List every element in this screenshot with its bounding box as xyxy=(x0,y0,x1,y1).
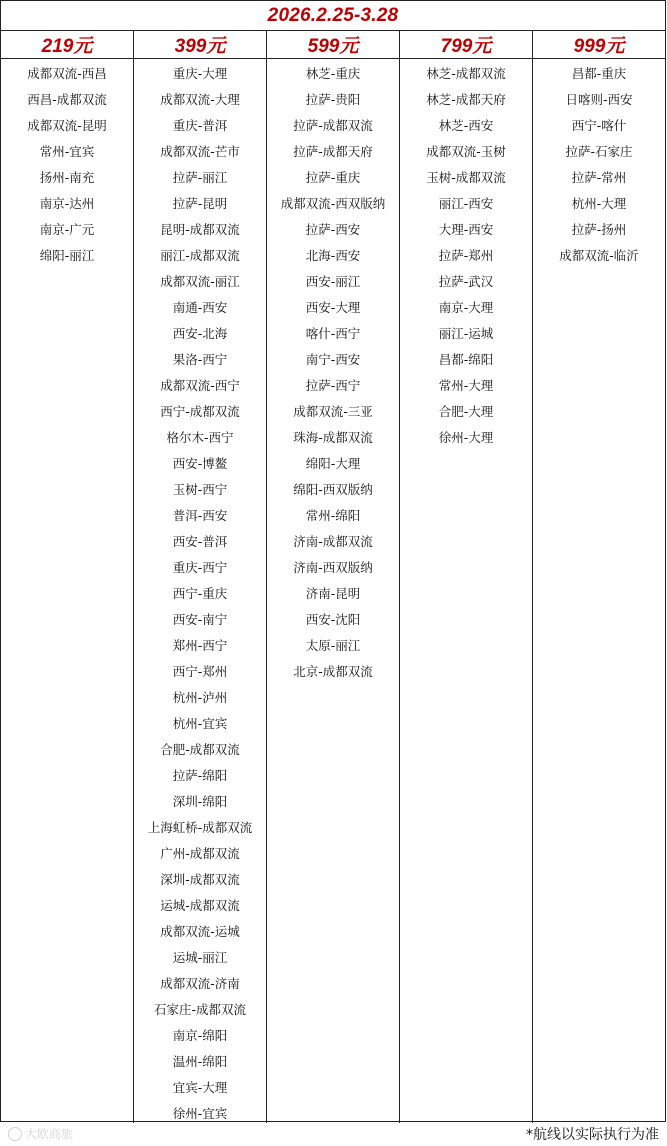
route-item: 重庆-西宁 xyxy=(172,560,228,575)
route-item: 温州-绵阳 xyxy=(172,1054,228,1069)
route-item: 普洱-西安 xyxy=(172,508,228,523)
date-range-title xyxy=(1,1,665,31)
route-item: 喀什-西宁 xyxy=(305,326,361,341)
route-item: 郑州-西宁 xyxy=(172,638,228,653)
route-item: 南京-大理 xyxy=(438,300,494,315)
route-item: 拉萨-西安 xyxy=(305,222,361,237)
price-header-219 xyxy=(1,31,134,58)
route-item: 石家庄-成都双流 xyxy=(153,1002,246,1017)
route-item: 林芝-成都天府 xyxy=(426,92,506,107)
route-item: 昌都-绵阳 xyxy=(438,352,494,367)
route-item: 重庆-普洱 xyxy=(172,118,228,133)
route-item: 杭州-宜宾 xyxy=(172,716,228,731)
route-column-399 xyxy=(134,59,267,1123)
route-item: 南宁-西安 xyxy=(305,352,361,367)
route-item: 济南-西双版纳 xyxy=(293,560,373,575)
route-item: 拉萨-西宁 xyxy=(305,378,361,393)
route-item: 拉萨-郑州 xyxy=(438,248,494,263)
route-item: 南通-西安 xyxy=(172,300,228,315)
route-item: 常州-绵阳 xyxy=(305,508,361,523)
route-item: 西宁-郑州 xyxy=(172,664,228,679)
route-item: 拉萨-常州 xyxy=(571,170,627,185)
route-item: 合肥-大理 xyxy=(438,404,494,419)
route-item: 拉萨-丽江 xyxy=(172,170,228,185)
route-item: 成都双流-玉树 xyxy=(426,144,506,159)
route-item: 太原-丽江 xyxy=(305,638,361,653)
route-item: 北海-西安 xyxy=(305,248,361,263)
route-item: 昆明-成都双流 xyxy=(160,222,240,237)
route-item: 格尔木-西宁 xyxy=(166,430,234,445)
route-item: 北京-成都双流 xyxy=(293,664,373,679)
route-item: 成都双流-大理 xyxy=(160,92,240,107)
route-item: 徐州-宜宾 xyxy=(172,1106,228,1121)
price-label: 599元 xyxy=(307,36,359,57)
route-item: 成都双流-芒市 xyxy=(160,144,240,159)
route-column-799 xyxy=(400,59,533,1123)
route-item: 南京-绵阳 xyxy=(172,1028,228,1043)
route-item: 拉萨-石家庄 xyxy=(565,144,633,159)
disclaimer-note: *航线以实际执行为准 xyxy=(526,1127,659,1143)
route-item: 拉萨-昆明 xyxy=(172,196,228,211)
route-item: 绵阳-大理 xyxy=(305,456,361,471)
route-item: 拉萨-贵阳 xyxy=(305,92,361,107)
price-header-599 xyxy=(267,31,400,58)
price-label: 399元 xyxy=(174,36,226,57)
route-item: 拉萨-绵阳 xyxy=(172,768,228,783)
route-item: 深圳-成都双流 xyxy=(160,872,240,887)
price-header-399 xyxy=(134,31,267,58)
route-item: 扬州-南充 xyxy=(39,170,95,185)
route-item: 南京-达州 xyxy=(39,196,95,211)
route-item: 西安-北海 xyxy=(172,326,228,341)
price-header-999 xyxy=(533,31,665,58)
route-column-999 xyxy=(533,59,665,1123)
route-item: 重庆-大理 xyxy=(172,66,228,81)
route-item: 西安-普洱 xyxy=(172,534,228,549)
watermark xyxy=(8,1125,73,1142)
price-label: 219元 xyxy=(41,36,93,57)
route-item: 绵阳-丽江 xyxy=(39,248,95,263)
route-item: 杭州-泸州 xyxy=(172,690,228,705)
route-item: 西安-博鳌 xyxy=(172,456,228,471)
route-item: 成都双流-西宁 xyxy=(160,378,240,393)
watermark-logo-icon xyxy=(8,1127,22,1141)
watermark-text: 大欧商旅 xyxy=(25,1127,74,1141)
route-item: 拉萨-扬州 xyxy=(571,222,627,237)
route-item: 上海虹桥-成都双流 xyxy=(147,820,253,835)
route-item: 合肥-成都双流 xyxy=(160,742,240,757)
route-item: 成都双流-临沂 xyxy=(559,248,639,263)
route-item: 西安-大理 xyxy=(305,300,361,315)
routes-body xyxy=(1,59,665,1123)
route-item: 成都双流-三亚 xyxy=(293,404,373,419)
route-item: 宜宾-大理 xyxy=(172,1080,228,1095)
route-item: 济南-昆明 xyxy=(305,586,361,601)
price-label: 799元 xyxy=(440,36,492,57)
route-item: 丽江-运城 xyxy=(438,326,494,341)
route-item: 西宁-喀什 xyxy=(571,118,627,133)
route-item: 成都双流-济南 xyxy=(160,976,240,991)
route-item: 西宁-重庆 xyxy=(172,586,228,601)
route-column-599 xyxy=(267,59,400,1123)
route-item: 南京-广元 xyxy=(39,222,95,237)
route-item: 运城-成都双流 xyxy=(160,898,240,913)
route-item: 杭州-大理 xyxy=(571,196,627,211)
route-item: 林芝-西安 xyxy=(438,118,494,133)
route-item: 济南-成都双流 xyxy=(293,534,373,549)
route-item: 玉树-西宁 xyxy=(172,482,228,497)
route-column-219 xyxy=(1,59,134,1123)
route-item: 林芝-成都双流 xyxy=(426,66,506,81)
route-item: 西昌-成都双流 xyxy=(27,92,107,107)
route-item: 成都双流-昆明 xyxy=(27,118,107,133)
price-header-row xyxy=(1,31,665,59)
route-item: 丽江-成都双流 xyxy=(160,248,240,263)
route-item: 西宁-成都双流 xyxy=(160,404,240,419)
route-item: 常州-大理 xyxy=(438,378,494,393)
route-item: 徐州-大理 xyxy=(438,430,494,445)
route-item: 果洛-西宁 xyxy=(172,352,228,367)
route-item: 广州-成都双流 xyxy=(160,846,240,861)
footer xyxy=(0,1122,667,1146)
date-range-text: 2026.2.25-3.28 xyxy=(267,4,399,26)
route-item: 成都双流-丽江 xyxy=(160,274,240,289)
price-label: 999元 xyxy=(573,36,625,57)
route-item: 拉萨-成都天府 xyxy=(293,144,373,159)
route-item: 珠海-成都双流 xyxy=(293,430,373,445)
route-item: 深圳-绵阳 xyxy=(172,794,228,809)
route-item: 成都双流-运城 xyxy=(160,924,240,939)
route-item: 西安-南宁 xyxy=(172,612,228,627)
route-item: 丽江-西安 xyxy=(438,196,494,211)
route-item: 运城-丽江 xyxy=(172,950,228,965)
route-item: 大理-西安 xyxy=(438,222,494,237)
route-item: 日喀则-西安 xyxy=(565,92,633,107)
route-item: 成都双流-西昌 xyxy=(27,66,107,81)
route-item: 西安-丽江 xyxy=(305,274,361,289)
route-item: 昌都-重庆 xyxy=(571,66,627,81)
price-header-799 xyxy=(400,31,533,58)
route-item: 西安-沈阳 xyxy=(305,612,361,627)
route-item: 林芝-重庆 xyxy=(305,66,361,81)
route-item: 玉树-成都双流 xyxy=(426,170,506,185)
route-item: 拉萨-武汉 xyxy=(438,274,494,289)
route-item: 成都双流-西双版纳 xyxy=(280,196,386,211)
route-item: 绵阳-西双版纳 xyxy=(293,482,373,497)
route-item: 常州-宜宾 xyxy=(39,144,95,159)
route-item: 拉萨-成都双流 xyxy=(293,118,373,133)
route-item: 拉萨-重庆 xyxy=(305,170,361,185)
